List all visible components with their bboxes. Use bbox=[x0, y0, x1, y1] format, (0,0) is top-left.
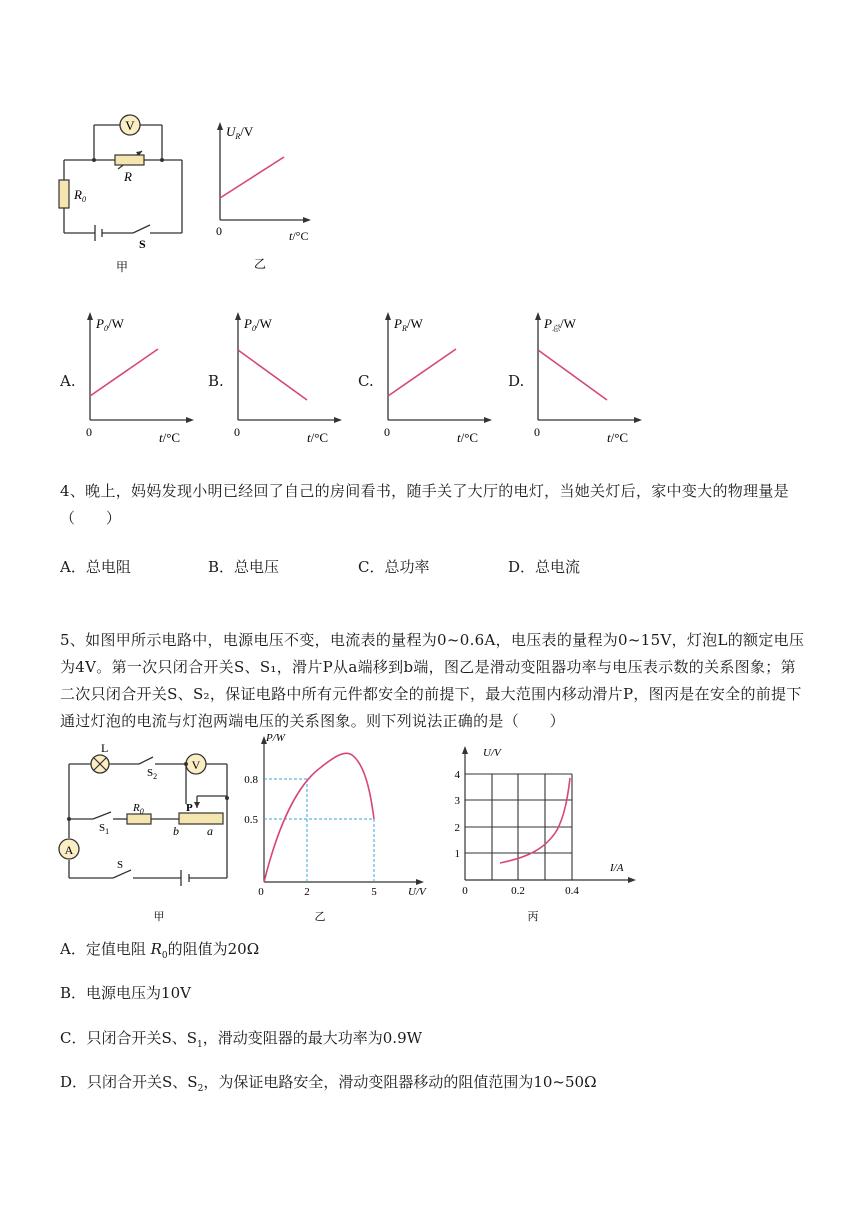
bing-ytick-1: 1 bbox=[454, 848, 460, 860]
graph-ylabel: $P_总/W$ bbox=[544, 316, 576, 333]
caption-jia: 甲 bbox=[115, 260, 129, 274]
graph-xlabel: t/°C bbox=[307, 430, 329, 445]
yi-ylabel: P/W bbox=[266, 732, 285, 744]
s1-label: $S_1$ bbox=[99, 822, 110, 836]
q5-graph-yi bbox=[240, 728, 435, 925]
end-b-label: b bbox=[173, 824, 179, 838]
lamp-label: L bbox=[101, 741, 109, 755]
yi-xtick-2: 2 bbox=[304, 886, 310, 898]
bing-ytick-2: 2 bbox=[454, 822, 460, 834]
bing-ylabel: U/V bbox=[483, 747, 501, 759]
graph-origin: 0 bbox=[384, 425, 390, 439]
graph-option-letter[interactable]: B. bbox=[208, 372, 224, 390]
slider-label: P bbox=[186, 802, 193, 814]
yi-xlabel: U/V bbox=[408, 886, 426, 898]
q5-circuit-jia bbox=[55, 740, 245, 925]
graph-xlabel: t/°C bbox=[159, 430, 181, 445]
q5-caption-yi: 乙 bbox=[314, 911, 326, 923]
switch-label: S bbox=[139, 237, 146, 251]
graph-option-letter[interactable]: D. bbox=[508, 372, 525, 390]
end-a-label: a bbox=[207, 824, 213, 838]
graph-line bbox=[90, 349, 158, 396]
bing-ytick-4: 4 bbox=[454, 769, 460, 781]
r0-label: $R_0$ bbox=[74, 187, 86, 204]
q5-option-b[interactable]: B．电源电压为10V bbox=[60, 984, 191, 1002]
q4-option-d[interactable]: D．总电流 bbox=[508, 558, 581, 576]
bing-xtick-04: 0.4 bbox=[565, 885, 579, 897]
q5-voltmeter-label: V bbox=[191, 758, 201, 772]
graph-ylabel: $P_R/W$ bbox=[394, 316, 423, 333]
voltmeter-label: V bbox=[125, 118, 135, 133]
graph-ylabel: $U_R/V$ bbox=[226, 124, 254, 141]
yi-ytick-05: 0.5 bbox=[244, 814, 258, 826]
question-4-text: 4、晚上，妈妈发现小明已经回了自己的房间看书，随手关了大厅的电灯，当她关灯后，家中变大的物理量是（ ） bbox=[60, 482, 789, 527]
graph-option-letter[interactable]: C. bbox=[358, 372, 374, 390]
q4-option-c[interactable]: C．总功率 bbox=[358, 558, 430, 576]
q4-option-b[interactable]: B．总电压 bbox=[208, 558, 280, 576]
ammeter-label: A bbox=[64, 843, 74, 857]
option-graph bbox=[80, 308, 205, 448]
option-graph bbox=[528, 308, 653, 448]
circuit-diagram-jia bbox=[50, 105, 200, 275]
bing-xlabel: I/A bbox=[610, 862, 624, 874]
yi-xtick-5: 5 bbox=[371, 886, 377, 898]
bing-origin: 0 bbox=[462, 885, 468, 897]
graph-line bbox=[538, 350, 607, 400]
graph-origin: 0 bbox=[216, 224, 222, 238]
bing-ytick-3: 3 bbox=[454, 795, 460, 807]
option-graph bbox=[378, 308, 503, 448]
caption-yi: 乙 bbox=[253, 257, 267, 271]
rheostat-label: R bbox=[124, 169, 132, 184]
bing-xtick-02: 0.2 bbox=[511, 885, 525, 897]
q5-graph-bing bbox=[445, 740, 645, 925]
q4-option-a[interactable]: A．总电阻 bbox=[60, 558, 131, 576]
graph-xlabel: t/°C bbox=[607, 430, 629, 445]
q5-option-d[interactable]: D．只闭合开关S、$S_2$，为保证电路安全，滑动变阻器移动的阻值范围为10~50Ω bbox=[60, 1073, 597, 1094]
graph-xlabel: t/°C bbox=[457, 430, 479, 445]
yi-origin: 0 bbox=[258, 886, 264, 898]
graph-xlabel: t/°C bbox=[289, 229, 309, 243]
graph-origin: 0 bbox=[86, 425, 92, 439]
graph-origin: 0 bbox=[234, 425, 240, 439]
graph-ylabel: $P_0/W$ bbox=[96, 316, 124, 333]
q5-switch-label: S bbox=[117, 859, 124, 871]
graph-option-letter[interactable]: A. bbox=[60, 372, 76, 390]
graph-line bbox=[220, 157, 284, 198]
q5-caption-jia: 甲 bbox=[153, 911, 165, 923]
graph-ylabel: $P_0/W$ bbox=[244, 316, 272, 333]
question-5-text: 5、如图甲所示电路中，电源电压不变，电流表的量程为0~0.6A，电压表的量程为0~15V，灯泡L的额定电压为4V。第一次只闭合开关S、S₁，滑片P从a端移到b端，图乙是滑动变阻器功率与电压表示数的关系图象；第二次只闭合开关S、S₂，保证电路中所有元件都安全的前提下，最大范围内移动滑片P，图丙是在安全的前提下通过灯泡的电流与灯泡两端电压的关系图象。则下列说法正确的是（ ） bbox=[60, 631, 805, 730]
graph-origin: 0 bbox=[534, 425, 540, 439]
graph-yi-top bbox=[205, 118, 330, 273]
q5-caption-bing: 丙 bbox=[527, 911, 539, 923]
q5-option-c[interactable]: C．只闭合开关S、$S_1$，滑动变阻器的最大功率为0.9W bbox=[60, 1029, 423, 1050]
graph-line bbox=[238, 350, 307, 400]
s2-label: $S_2$ bbox=[147, 767, 158, 781]
yi-ytick-08: 0.8 bbox=[244, 774, 258, 786]
u-i-curve bbox=[500, 778, 570, 863]
q5-option-a[interactable]: A．定值电阻 $R_0$的阻值为20Ω bbox=[60, 940, 260, 961]
graph-line bbox=[388, 349, 456, 396]
option-graph bbox=[228, 308, 353, 448]
q5-r0-label: $R_0$ bbox=[133, 802, 144, 816]
p-u-curve bbox=[264, 753, 374, 882]
